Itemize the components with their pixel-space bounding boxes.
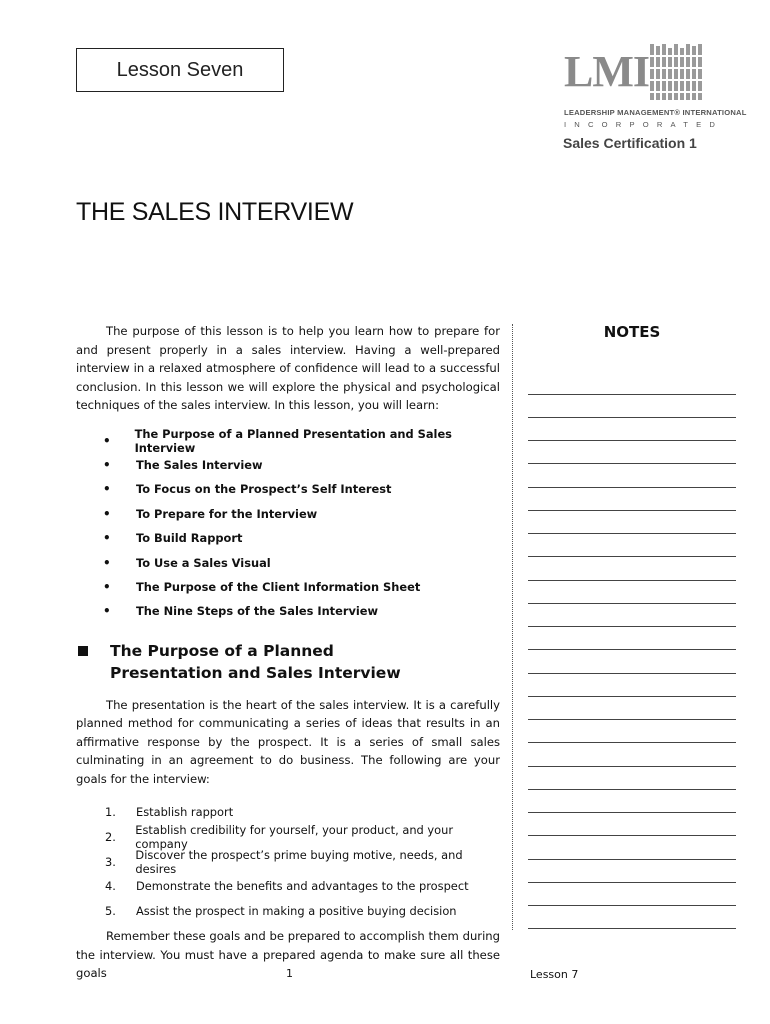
list-item	[76, 502, 500, 526]
list-item	[76, 575, 500, 599]
bullet-icon: •	[103, 531, 111, 546]
bullet-icon: •	[103, 555, 111, 570]
note-line[interactable]	[528, 510, 736, 511]
logo-incorporated: INCORPORATED	[564, 120, 724, 129]
square-bullet-icon	[78, 646, 88, 656]
note-line[interactable]	[528, 928, 736, 929]
bullet-icon: •	[103, 482, 111, 497]
goal-number: 4.	[105, 879, 116, 894]
goal-text: Establish credibility for yourself, your product, and your company	[135, 823, 454, 852]
objective-text: To Prepare for the Interview	[136, 506, 318, 521]
note-line[interactable]	[528, 580, 736, 581]
note-line[interactable]	[528, 394, 736, 395]
list-item	[76, 800, 500, 825]
note-line[interactable]	[528, 696, 736, 697]
note-line[interactable]	[528, 463, 736, 464]
note-line[interactable]	[528, 673, 736, 674]
note-line[interactable]	[528, 649, 736, 650]
list-item	[76, 899, 500, 924]
note-line[interactable]	[528, 882, 736, 883]
goal-text: Demonstrate the benefits and advantages to the prospect	[136, 879, 469, 894]
objective-text: The Sales Interview	[136, 458, 263, 473]
note-line[interactable]	[528, 766, 736, 767]
objective-text: The Nine Steps of the Sales Interview	[136, 604, 379, 619]
note-line[interactable]	[528, 719, 736, 720]
note-line[interactable]	[528, 487, 736, 488]
intro-paragraph: The purpose of this lesson is to help you learn how to prepare for and present properly in a sales interview. Having a well-prepared interview in a relaxed atmosphere of confidence will lead to a successful conclusion. In this lesson we will explore the physical and psychological techniques of the sales interview. In this lesson, you will learn:	[76, 324, 500, 412]
objective-text: To Use a Sales Visual	[136, 555, 271, 570]
list-item	[76, 874, 500, 899]
column-divider	[512, 324, 513, 930]
note-line[interactable]	[528, 835, 736, 836]
list-item	[76, 550, 500, 574]
note-line[interactable]	[528, 626, 736, 627]
goal-number: 2.	[105, 830, 116, 845]
goal-number: 3.	[105, 854, 116, 869]
objective-text: The Purpose of the Client Information Sheet	[136, 580, 421, 595]
lmi-logo	[560, 40, 747, 132]
footer-lesson: Lesson 7	[530, 968, 579, 981]
bullet-icon: •	[103, 458, 111, 473]
list-item	[76, 526, 500, 550]
bullet-icon: •	[103, 604, 111, 619]
bullet-icon: •	[103, 506, 111, 521]
section-title: The Purpose of a Planned Presentation and Sales Interview	[110, 641, 401, 682]
bullet-icon: •	[103, 433, 111, 448]
bullet-icon: •	[103, 580, 111, 595]
list-item	[76, 599, 500, 623]
list-item	[76, 825, 500, 850]
note-line[interactable]	[528, 556, 736, 557]
page-number: 1	[286, 967, 293, 980]
note-line[interactable]	[528, 905, 736, 906]
logo-letters: LMI	[564, 47, 649, 96]
lesson-label: Lesson Seven	[116, 58, 244, 81]
goal-number: 5.	[105, 903, 116, 918]
note-line[interactable]	[528, 859, 736, 860]
objective-text: To Build Rapport	[136, 531, 243, 546]
note-line[interactable]	[528, 789, 736, 790]
goal-number: 1.	[105, 805, 116, 820]
section-paragraph: The presentation is the heart of the sales interview. It is a carefully planned method for communicating a series of ideas that results in an affirmative response by the prospect. It is a series of small sales culminating in an agreement to do business. The following are your goals for the interview:	[76, 697, 500, 786]
closing-paragraph: Remember these goals and be prepared to accomplish them during the interview. You must have a prepared agenda to make sure all these goals	[76, 929, 500, 981]
section-heading	[76, 640, 500, 684]
note-line[interactable]	[528, 742, 736, 743]
goal-text: Discover the prospect’s prime buying motive, needs, and desires	[135, 847, 463, 876]
note-line[interactable]	[528, 533, 736, 534]
goals-list	[76, 800, 500, 923]
list-item	[76, 453, 500, 477]
objectives-list	[76, 426, 500, 624]
list-item	[76, 426, 500, 455]
list-item	[76, 477, 500, 501]
note-line[interactable]	[528, 417, 736, 418]
goal-text: Assist the prospect in making a positive buying decision	[136, 903, 457, 918]
objective-text: To Focus on the Prospect’s Self Interest	[136, 482, 392, 497]
note-line[interactable]	[528, 603, 736, 604]
note-line[interactable]	[528, 812, 736, 813]
page-title: THE SALES INTERVIEW	[76, 198, 354, 226]
goal-text: Establish rapport	[136, 805, 234, 820]
certification-label: Sales Certification 1	[563, 135, 697, 151]
notes-title: NOTES	[603, 323, 661, 341]
lesson-label-box	[76, 48, 284, 92]
main-column	[76, 322, 500, 983]
note-line[interactable]	[528, 440, 736, 441]
objective-text: The Purpose of a Planned Presentation and Sales Interview	[134, 426, 452, 455]
logo-company-name: LEADERSHIP MANAGEMENT® INTERNATIONAL	[564, 108, 747, 117]
list-item	[76, 849, 500, 874]
